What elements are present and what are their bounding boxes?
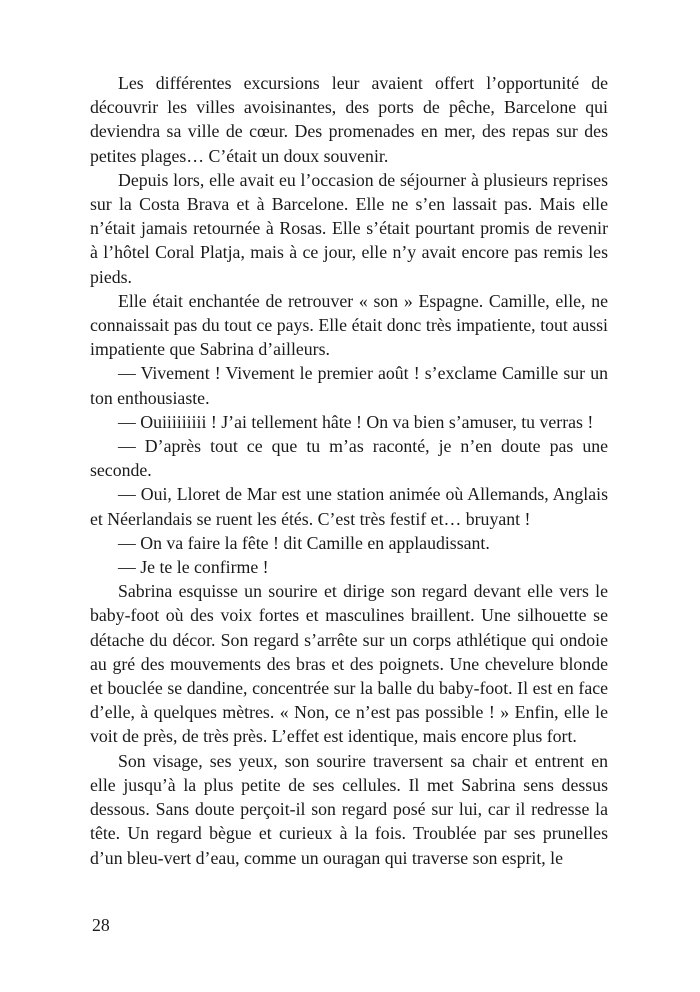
- paragraph-7: — Oui, Lloret de Mar est une station animée où Allemands, Anglais et Néerlandais se ruent les étés. C’est très festif et… bruyant !: [90, 484, 608, 529]
- paragraph-11: Son visage, ses yeux, son sourire traversent sa chair et entrent en elle jusqu’à la plus petite de ses cellules. Il met Sabrina sens dessus dessous. Sans doute perçoit-il son regard posé sur lui, car il redresse la tête. Un regard bègue et curieux à la fois. Troublée par ses prunelles d’un bleu-vert d’eau, comme un ouragan qui traverse son esprit, le: [90, 750, 608, 868]
- paragraph-10: Sabrina esquisse un sourire et dirige son regard devant elle vers le baby-foot où des voix fortes et masculines braillent. Une silhouette se détache du décor. Son regard s’arrête sur un corps athlétique qui ondoie au gré des mouvements des bras et des poignets. Une chevelure blonde et bouclée se dandine, concentrée sur la balle du baby-foot. Il est en face d’elle, à quelques mètres. « Non, ce n’est pas possible ! » Enfin, elle le voit de près, de très près. L’effet est identique, mais encore plus fort.: [90, 581, 608, 747]
- paragraph-8: — On va faire la fête ! dit Camille en applaudissant.: [118, 532, 490, 553]
- paragraph-1: Les différentes excursions leur avaient offert l’opportunité de découvrir les villes avoisinantes, des ports de pêche, Barcelone qui deviendra sa ville de cœur. Des promenades en mer, des repas sur des petites plages… C’était un doux souvenir.: [90, 73, 608, 166]
- paragraph-5: — Ouiiiiiiiii ! J’ai tellement hâte ! On va bien s’amuser, tu verras !: [118, 411, 594, 432]
- page-text-body: [90, 71, 608, 870]
- paragraph-6: — D’après tout ce que tu m’as raconté, je n’en doute pas une seconde.: [90, 436, 608, 481]
- page-number: 28: [92, 915, 110, 935]
- paragraph-4: — Vivement ! Vivement le premier août ! s’exclame Camille sur un ton enthousiaste.: [90, 363, 608, 408]
- paragraph-3: Elle était enchantée de retrouver « son » Espagne. Camille, elle, ne connaissait pas du tout ce pays. Elle était donc très impatiente, tout aussi impatiente que Sabrina d’ailleurs.: [90, 290, 608, 360]
- paragraph-9: — Je te le confirme !: [118, 557, 269, 578]
- paragraph-2: Depuis lors, elle avait eu l’occasion de séjourner à plusieurs reprises sur la Costa Brava et à Barcelone. Elle ne s’en lassait pas. Mais elle n’était jamais retournée à Rosas. Elle s’était pourtant promis de revenir à l’hôtel Coral Platja, mais à ce jour, elle n’y avait encore pas remis les pieds.: [90, 169, 608, 287]
